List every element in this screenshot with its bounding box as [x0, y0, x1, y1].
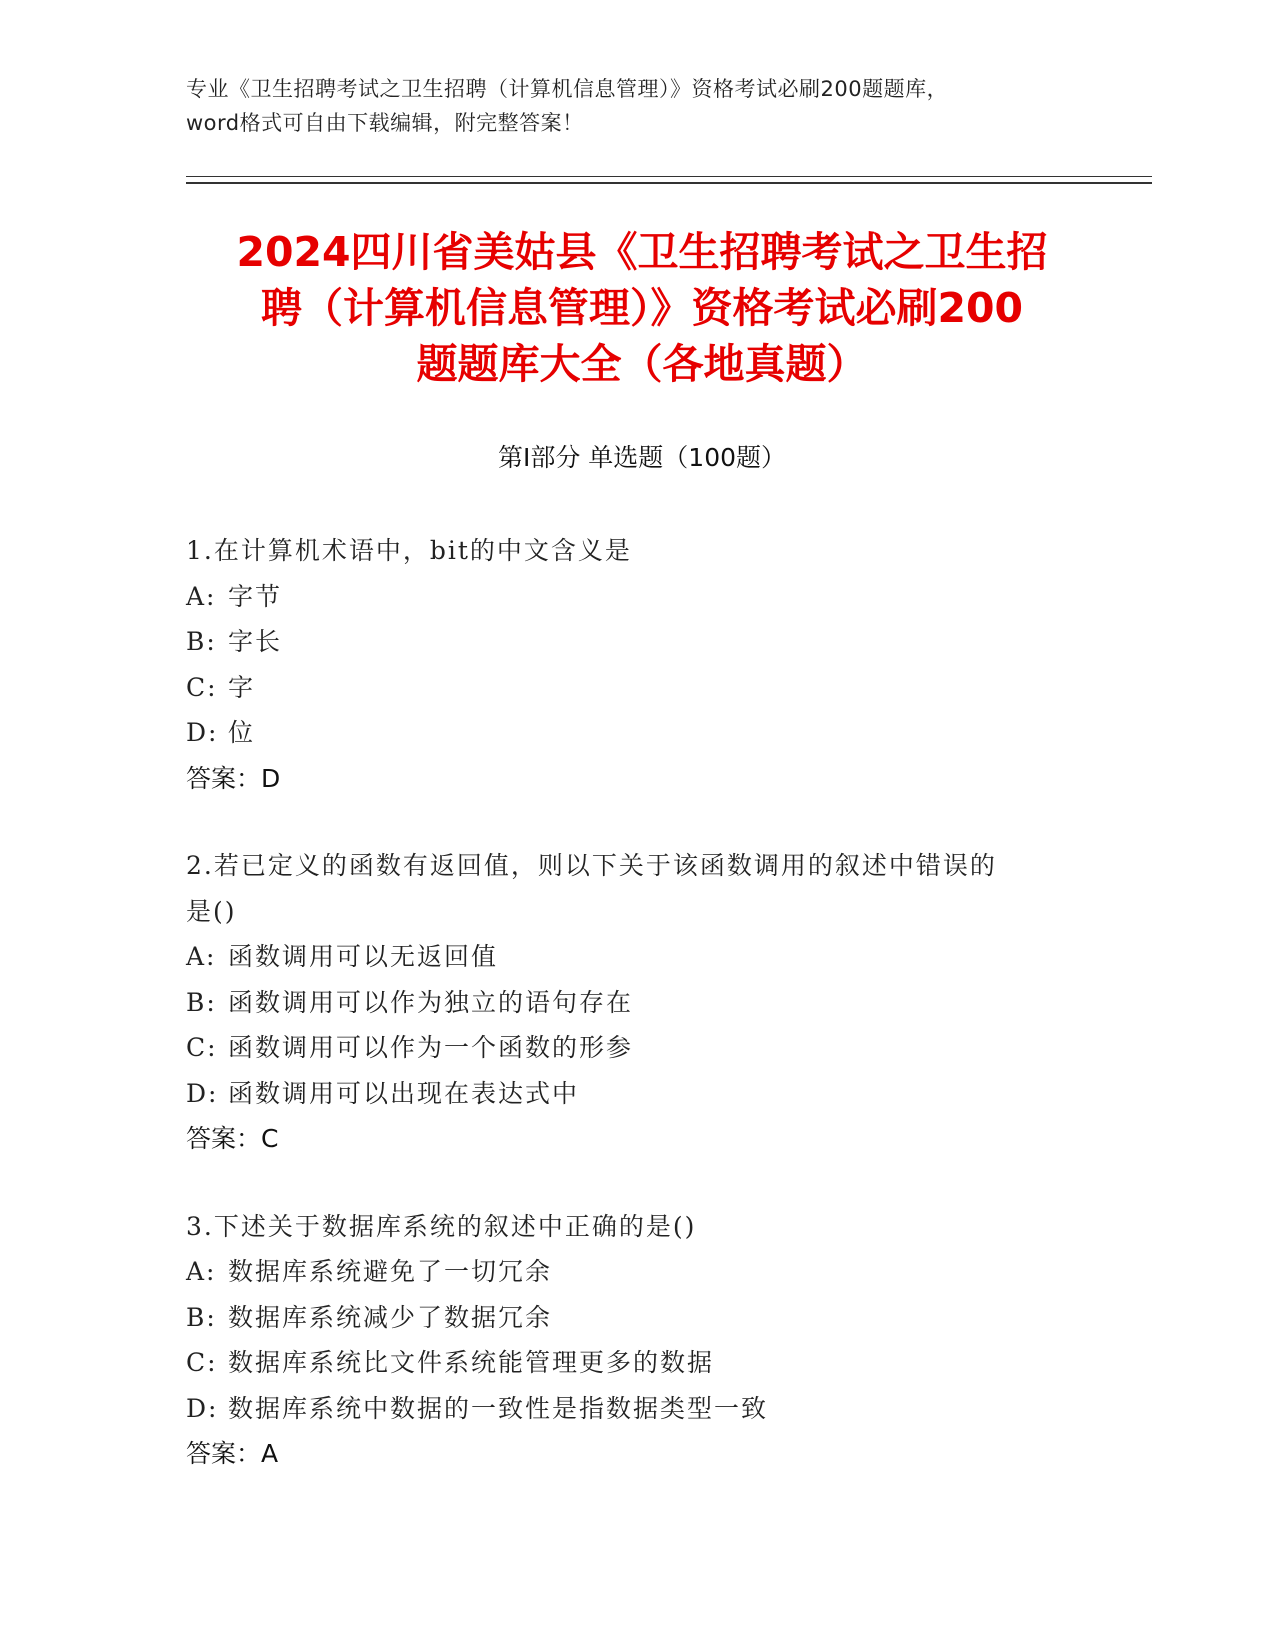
question-item [186, 1204, 1086, 1477]
answer-line: 答案：D [186, 763, 281, 793]
option-c [186, 1340, 1086, 1386]
option-d [186, 1071, 1086, 1117]
option-key: B: [186, 627, 217, 656]
option-b [186, 619, 1086, 665]
option-text: 数据库系统比文件系统能管理更多的数据 [228, 1348, 715, 1377]
option-d [186, 1386, 1086, 1432]
option-c [186, 665, 1086, 711]
option-a [186, 574, 1086, 620]
header-divider-bottom [186, 182, 1152, 184]
option-key: A: [186, 942, 217, 971]
option-key: A: [186, 581, 217, 611]
option-text: 字节 [228, 581, 283, 611]
question-stem: 1.在计算机术语中，bit的中文含义是 [186, 536, 632, 565]
option-key: D: [186, 718, 219, 747]
option-key: B: [186, 1302, 217, 1332]
option-d [186, 710, 1086, 756]
option-c [186, 1025, 1086, 1071]
title-line-3: 题题库大全（各地真题） [416, 340, 868, 388]
option-key: D: [186, 1393, 219, 1423]
option-key: A: [186, 1257, 217, 1286]
option-key: C: [186, 672, 218, 702]
question-item [186, 843, 1086, 1162]
option-text: 字 [228, 672, 256, 702]
option-text: 函数调用可以作为一个函数的形参 [228, 1033, 634, 1062]
answer-line: 答案：A [186, 1439, 279, 1468]
question-stem-continued: 是() [186, 896, 237, 926]
option-text: 函数调用可以出现在表达式中 [228, 1078, 580, 1108]
answer-line: 答案：C [186, 1124, 279, 1153]
option-text: 字长 [228, 627, 283, 656]
header-note-line-2: word格式可自由下载编辑，附完整答案！ [186, 111, 584, 135]
title-line-1: 2024四川省美姑县《卫生招聘考试之卫生招 [236, 228, 1048, 276]
document-title [186, 224, 1098, 392]
option-text: 数据库系统中数据的一致性是指数据类型一致 [228, 1393, 769, 1423]
question-stem: 3.下述关于数据库系统的叙述中正确的是() [186, 1211, 697, 1241]
title-line-2: 聘（计算机信息管理）》资格考试必刷200 [260, 284, 1024, 332]
option-key: C: [186, 1348, 218, 1377]
option-text: 位 [228, 718, 256, 747]
option-a [186, 934, 1086, 980]
question-item [186, 528, 1086, 801]
option-b [186, 1295, 1086, 1341]
question-list [186, 528, 1086, 1519]
option-text: 函数调用可以无返回值 [228, 942, 499, 971]
header-note [186, 72, 1106, 140]
option-key: B: [186, 987, 217, 1017]
option-text: 函数调用可以作为独立的语句存在 [228, 987, 634, 1017]
option-b [186, 980, 1086, 1026]
option-text: 数据库系统避免了一切冗余 [228, 1257, 553, 1286]
option-key: D: [186, 1078, 219, 1108]
question-stem: 2.若已定义的函数有返回值，则以下关于该函数调用的叙述中错误的 [186, 851, 997, 880]
header-note-line-1: 专业《卫生招聘考试之卫生招聘（计算机信息管理）》资格考试必刷200题题库， [186, 77, 949, 101]
option-a [186, 1249, 1086, 1295]
header-divider-top [186, 176, 1152, 177]
option-key: C: [186, 1033, 218, 1062]
section-heading: 第I部分 单选题（100题） [497, 443, 787, 472]
option-text: 数据库系统减少了数据冗余 [228, 1302, 553, 1332]
